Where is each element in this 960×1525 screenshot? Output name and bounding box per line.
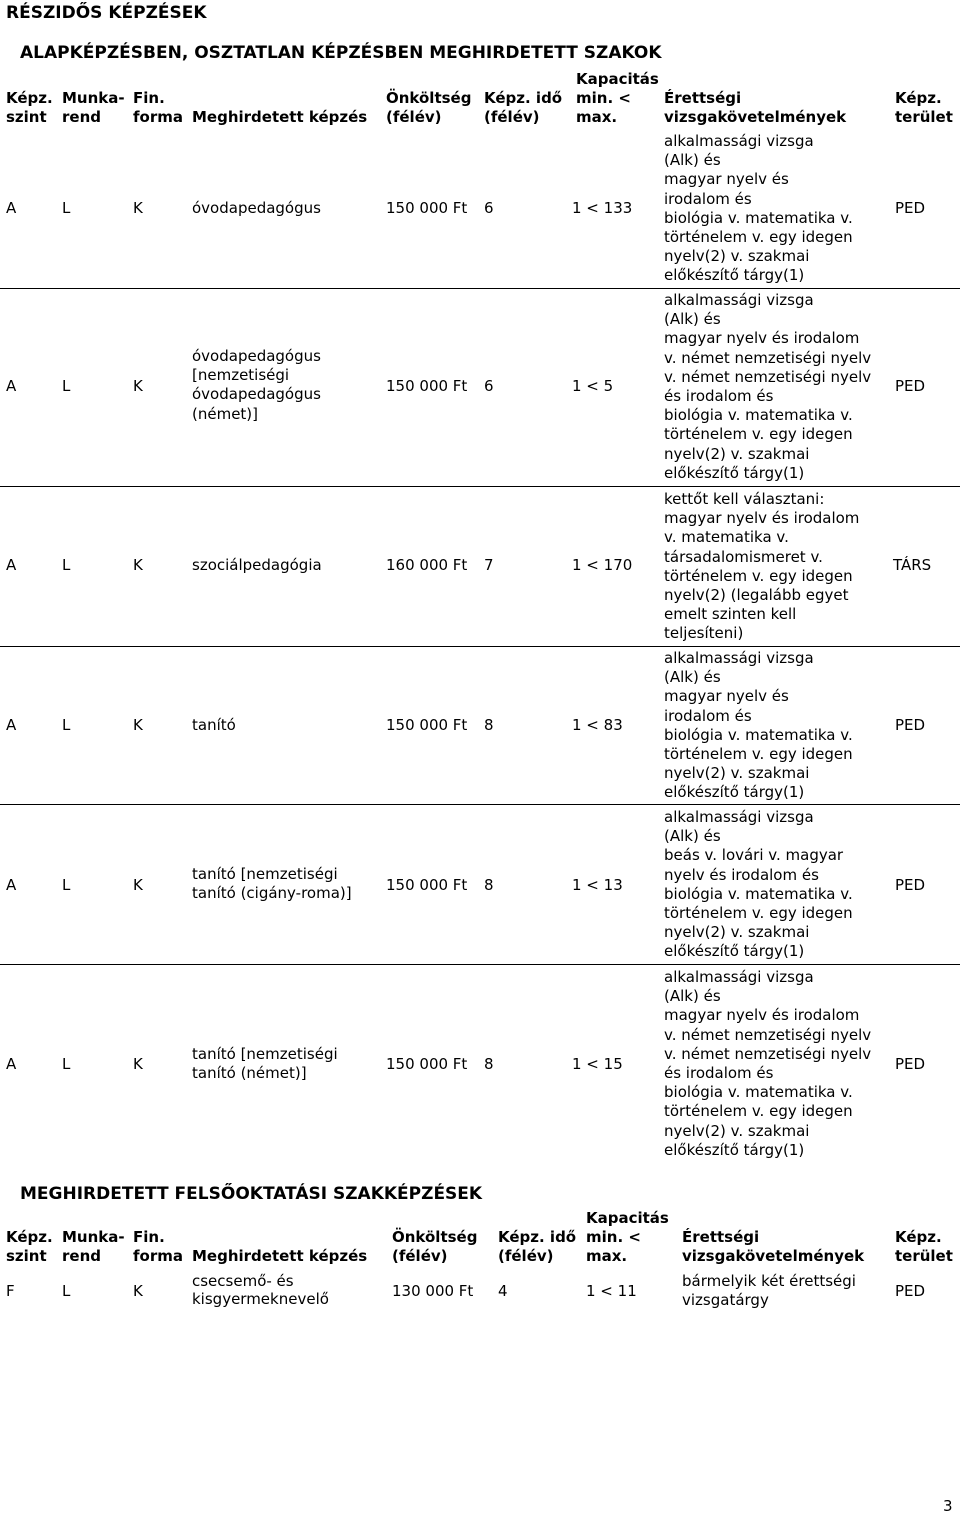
cell-ido: 7 (484, 556, 494, 574)
cell-kapacitas: 1 < 15 (572, 1055, 623, 1073)
header-finforma: Fin. forma (133, 1228, 183, 1265)
cell-forma: K (133, 716, 143, 734)
cell-forma: K (133, 199, 143, 217)
cell-terulet: PED (895, 876, 926, 894)
cell-ido: 8 (484, 716, 494, 734)
section-title-szakkepzes: MEGHIRDETETT FELSŐOKTATÁSI SZAKKÉPZÉSEK (20, 1184, 483, 1204)
cell-terulet: PED (895, 377, 926, 395)
cell-onkoltseg: 150 000 Ft (386, 716, 468, 734)
header-munkarend: Munka- rend (62, 1228, 125, 1265)
cell-forma: K (133, 876, 143, 894)
cell-kapacitas: 1 < 83 (572, 716, 623, 734)
row-divider (0, 646, 960, 647)
header-erettsegi: Érettségi vizsgakövetelmények (682, 1228, 865, 1265)
cell-terulet: PED (895, 1282, 926, 1300)
cell-kepzes: csecsemő- és kisgyermeknevelő (192, 1272, 329, 1308)
cell-kepzes: óvodapedagógus [nemzetiségi óvodapedagógus (német)] (192, 347, 321, 423)
cell-kapacitas: 1 < 133 (572, 199, 633, 217)
cell-onkoltseg: 130 000 Ft (392, 1282, 474, 1300)
cell-kepzes: tanító [nemzetiségi tanító (német)] (192, 1045, 338, 1083)
cell-szint: A (6, 199, 17, 217)
cell-ido: 6 (484, 199, 494, 217)
cell-kapacitas: 1 < 11 (586, 1282, 637, 1300)
cell-erettsegi: alkalmassági vizsga (Alk) és magyar nyelv és irodalom és biológia v. matematika v. történelem v. egy idegen nyelv(2) v. szakmai előkészítő tárgy(1) (664, 132, 853, 285)
header-onkoltseg: Önköltség (félév) (386, 89, 472, 126)
header-kepz-terulet: Képz. terület (895, 1228, 953, 1265)
cell-forma: K (133, 377, 143, 395)
cell-onkoltseg: 150 000 Ft (386, 199, 468, 217)
cell-onkoltseg: 160 000 Ft (386, 556, 468, 574)
cell-kapacitas: 1 < 13 (572, 876, 623, 894)
cell-terulet: TÁRS (893, 556, 932, 574)
cell-ido: 8 (484, 876, 494, 894)
cell-erettsegi: alkalmassági vizsga (Alk) és magyar nyelv és irodalom és biológia v. matematika v. történelem v. egy idegen nyelv(2) v. szakmai előkészítő tárgy(1) (664, 649, 853, 802)
cell-szint: A (6, 876, 17, 894)
cell-szint: A (6, 716, 17, 734)
cell-forma: K (133, 1282, 143, 1300)
cell-kepzes: szociálpedagógia (192, 556, 322, 574)
cell-onkoltseg: 150 000 Ft (386, 876, 468, 894)
cell-szint: F (6, 1282, 15, 1300)
cell-szint: A (6, 556, 17, 574)
cell-munkarend: L (62, 377, 71, 395)
row-divider (0, 486, 960, 487)
cell-szint: A (6, 1055, 17, 1073)
cell-kapacitas: 1 < 170 (572, 556, 633, 574)
cell-terulet: PED (895, 716, 926, 734)
header-onkoltseg: Önköltség (félév) (392, 1228, 478, 1265)
row-divider (0, 288, 960, 289)
cell-ido: 6 (484, 377, 494, 395)
cell-ido: 8 (484, 1055, 494, 1073)
cell-erettsegi: kettőt kell választani: magyar nyelv és irodalom v. matematika v. társadalomismeret v. történelem v. egy idegen nyelv(2) (legalább egyet emelt szinten kell teljesíteni) (664, 490, 860, 643)
cell-onkoltseg: 150 000 Ft (386, 1055, 468, 1073)
header-kepzesi-ido: Képz. idő (félév) (498, 1228, 577, 1265)
cell-kapacitas: 1 < 5 (572, 377, 614, 395)
cell-forma: K (133, 1055, 143, 1073)
cell-kepzes: óvodapedagógus (192, 199, 321, 217)
cell-szint: A (6, 377, 17, 395)
cell-ido: 4 (498, 1282, 508, 1300)
cell-erettsegi: alkalmassági vizsga (Alk) és magyar nyelv és irodalom v. német nemzetiségi nyelv v. német nemzetiségi nyelv és irodalom és biológia v. matematika v. történelem v. egy idegen nyelv(2) v. szakmai előkészítő tárgy(1) (664, 968, 872, 1159)
header-kapacitas: Kapacitás min. < max. (576, 70, 659, 126)
cell-munkarend: L (62, 876, 71, 894)
header-kapacitas: Kapacitás min. < max. (586, 1209, 669, 1265)
header-kepzesi-ido: Képz. idő (félév) (484, 89, 563, 126)
cell-onkoltseg: 150 000 Ft (386, 377, 468, 395)
cell-kepzes: tanító [nemzetiségi tanító (cigány-roma)] (192, 865, 352, 903)
section-title-alapkepzes: ALAPKÉPZÉSBEN, OSZTATLAN KÉPZÉSBEN MEGHIRDETETT SZAKOK (20, 43, 662, 63)
cell-munkarend: L (62, 556, 71, 574)
cell-terulet: PED (895, 199, 926, 217)
page-title: RÉSZIDŐS KÉPZÉSEK (6, 3, 207, 23)
page-number: 3 (943, 1497, 953, 1515)
header-finforma: Fin. forma (133, 89, 183, 126)
cell-munkarend: L (62, 199, 71, 217)
cell-kepzes: tanító (192, 716, 236, 734)
cell-erettsegi: bármelyik két érettségi vizsgatárgy (682, 1272, 856, 1309)
header-erettsegi: Érettségi vizsgakövetelmények (664, 89, 847, 126)
header-kepzes: Meghirdetett képzés (192, 1247, 368, 1265)
cell-munkarend: L (62, 716, 71, 734)
cell-munkarend: L (62, 1282, 71, 1300)
row-divider (0, 964, 960, 965)
cell-erettsegi: alkalmassági vizsga (Alk) és magyar nyelv és irodalom v. német nemzetiségi nyelv v. német nemzetiségi nyelv és irodalom és biológia v. matematika v. történelem v. egy idegen nyelv(2) v. szakmai előkészítő tárgy(1) (664, 291, 872, 482)
header-munkarend: Munka- rend (62, 89, 125, 126)
header-kepz-szint: Képz. szint (6, 89, 53, 126)
header-kepz-terulet: Képz. terület (895, 89, 953, 126)
cell-terulet: PED (895, 1055, 926, 1073)
header-kepz-szint: Képz. szint (6, 1228, 53, 1265)
header-kepzes: Meghirdetett képzés (192, 108, 368, 126)
row-divider (0, 804, 960, 805)
cell-forma: K (133, 556, 143, 574)
cell-munkarend: L (62, 1055, 71, 1073)
cell-erettsegi: alkalmassági vizsga (Alk) és beás v. lovári v. magyar nyelv és irodalom és biológia v. matematika v. történelem v. egy idegen nyelv(2) v. szakmai előkészítő tárgy(1) (664, 808, 853, 961)
